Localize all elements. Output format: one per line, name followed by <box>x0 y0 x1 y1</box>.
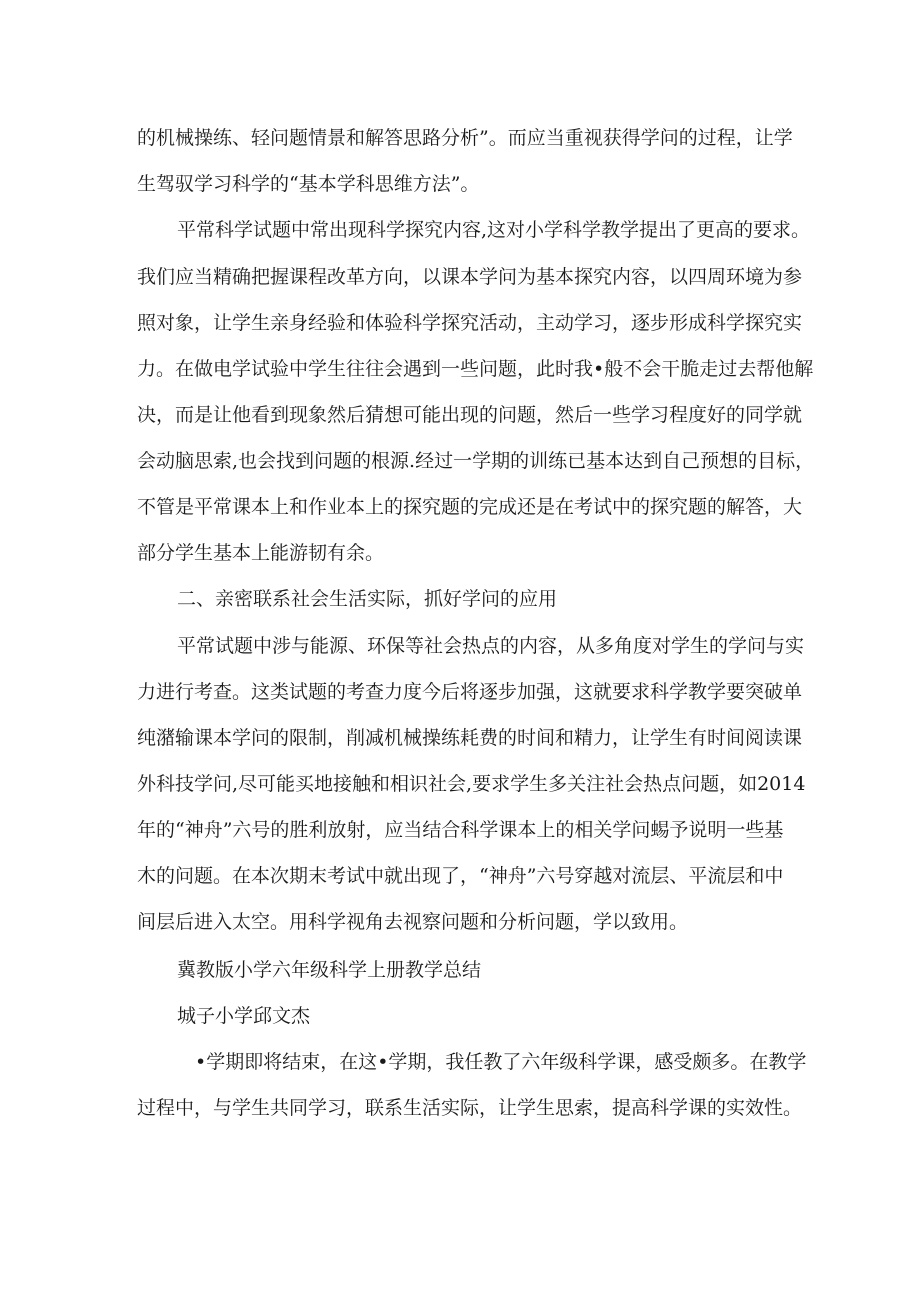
paragraph-line: 照对象，让学生亲身经验和体验科学探究活动，主动学习，逐步形成科学探究实 <box>137 312 803 334</box>
paragraph-line: •学期即将结束，在这•学期，我任教了六年级科学课，感受颇多。在教学 <box>195 1051 807 1073</box>
paragraph-line: 生驾驭学习科学的“基本学科思维方法”。 <box>137 173 480 195</box>
paragraph-line: 纯潴输课本学问的限制，削减机械操练耗费的时间和精力，让学生有时间阅读课 <box>137 727 803 749</box>
paragraph-line: 不管是平常课本上和作业本上的探究题的完成还是在考试中的探究题的解答，大 <box>137 496 803 518</box>
paragraph-line: 的机械操练、轻问题情景和解答思路分析”。而应当重视获得学问的过程，让学 <box>137 127 793 149</box>
paragraph-line: 力。在做电学试验中学生往往会遇到一些问题，此时我•般不会干脆走过去帮他解 <box>137 358 814 380</box>
paragraph-line: 力进行考查。这类试题的考查力度今后将逐步加强，这就要求科学教学要突破单 <box>137 681 803 703</box>
document-title: 冀教版小学六年级科学上册教学总结 <box>177 959 482 981</box>
paragraph-line: 年的“神舟”六号的胜利放射，应当结合科学课本上的相关学问蜴予说明一些基 <box>137 819 784 841</box>
paragraph-line: 我们应当精确把握课程改革方向，以课本学问为基本探究内容，以四周环境为参 <box>137 266 803 288</box>
paragraph-line: 会动脑思索,也会找到问题的根源.经过一学期的训练已基本达到自己预想的目标， <box>137 450 815 472</box>
paragraph-line: 部分学生基本上能游韧有余。 <box>137 542 385 564</box>
paragraph-line: 木的问题。在本次期末考试中就出现了，“神舟”六号穿越对流层、平流层和中 <box>137 865 784 887</box>
paragraph-line: 外科技学问,尽可能买地接触和相识社会,要求学生多关注社会热点问题，如2014 <box>137 773 806 795</box>
paragraph-line: 过程中，与学生共同学习，联系生活实际，让学生思索，提高科学课的实效性。 <box>137 1097 803 1119</box>
paragraph-line: 间层后进入太空。用科学视角去视察问题和分析问题，学以致用。 <box>137 911 689 933</box>
paragraph-line: 平常试题中涉与能源、环保等社会热点的内容，从多角度对学生的学问与实 <box>177 635 805 657</box>
paragraph-line: 决，而是让他看到现象然后猜想可能出现的问题，然后一些学习程度好的同学就 <box>137 404 803 426</box>
author-line: 城子小学邱文杰 <box>177 1005 311 1027</box>
section-heading: 二、亲密联系社会生活实际，抓好学问的应用 <box>177 588 558 610</box>
paragraph-line: 平常科学试题中常出现科学探究内容,这对小学科学教学提出了更高的要求。 <box>177 219 811 241</box>
